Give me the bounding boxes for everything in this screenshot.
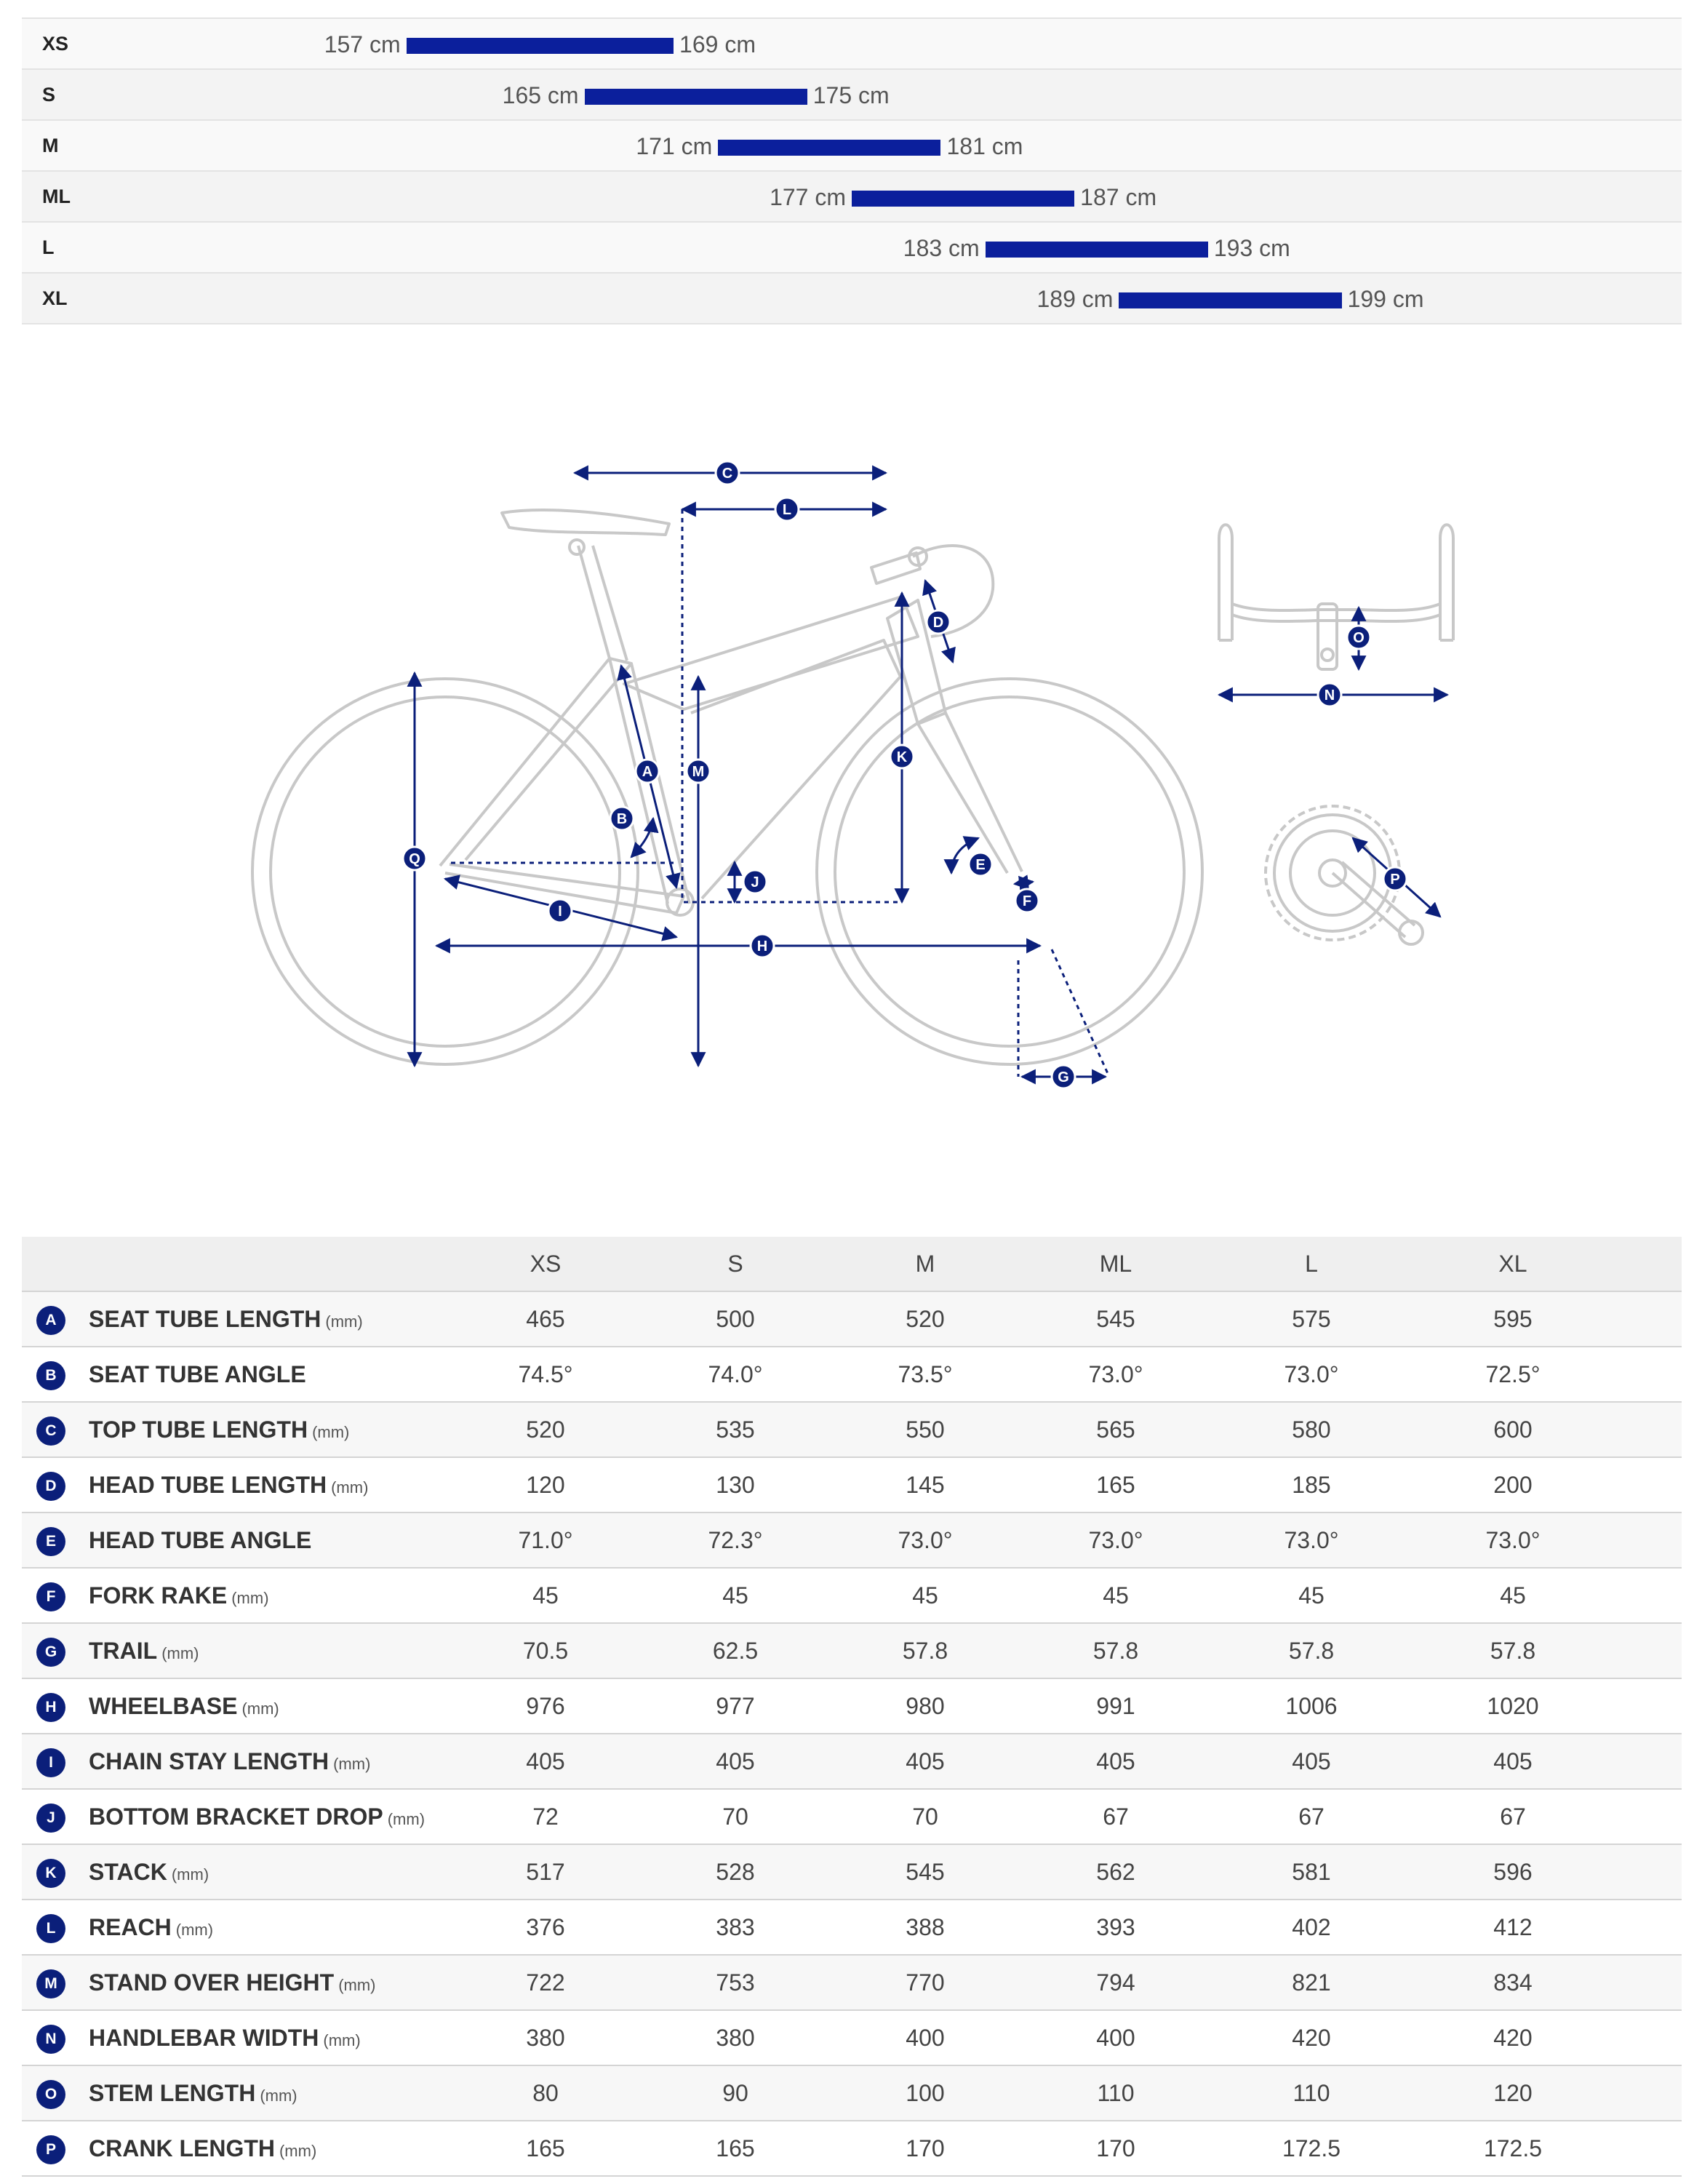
parameter-unit: (mm) (241, 1699, 279, 1718)
table-row (22, 1292, 1682, 1347)
parameter-name (89, 1292, 363, 1349)
table-cell: 185 (1292, 1472, 1331, 1498)
letter-badge: F (36, 1582, 65, 1611)
parameter-label: STAND OVER HEIGHT (89, 1969, 335, 1996)
table-cell: 72.3° (708, 1527, 763, 1553)
table-cell: 380 (716, 2025, 755, 2051)
size-range-bar (407, 38, 674, 54)
dimension-badge-k (890, 745, 914, 768)
dimension-lines (415, 473, 1447, 1077)
dimension-badge-l (775, 498, 799, 521)
size-max-label: 199 cm (1347, 286, 1424, 312)
letter-badge: P (36, 2135, 65, 2164)
table-cell: 165 (526, 2135, 565, 2161)
size-label: S (42, 84, 56, 105)
table-cell: 402 (1292, 1914, 1331, 1940)
parameter-name (89, 1956, 376, 2012)
size-column-header: XS (530, 1251, 562, 1277)
parameter-name (89, 1790, 425, 1846)
size-row (22, 223, 1682, 274)
size-range-bar (718, 140, 940, 156)
letter-badge: E (36, 1527, 65, 1556)
size-row (22, 70, 1682, 121)
table-cell: 73.0° (1088, 1527, 1143, 1553)
parameter-unit: (mm) (338, 1976, 376, 1994)
dimension-badge-label: F (1022, 893, 1032, 909)
size-row (22, 19, 1682, 70)
size-range-bar (852, 191, 1074, 207)
table-cell: 74.5° (518, 1361, 573, 1387)
parameter-label: REACH (89, 1914, 172, 1940)
table-cell: 834 (1493, 1969, 1533, 1996)
table-cell: 400 (1096, 2025, 1135, 2051)
table-cell: 412 (1493, 1914, 1533, 1940)
size-max-label: 187 cm (1080, 184, 1157, 210)
dimension-badge-label: C (722, 466, 733, 482)
parameter-unit: (mm) (175, 1921, 214, 1939)
table-cell: 420 (1493, 2025, 1533, 2051)
table-cell: 45 (1500, 1582, 1526, 1609)
parameter-label: HEAD TUBE ANGLE (89, 1527, 312, 1553)
dimension-badge-label: O (1353, 630, 1365, 646)
parameter-name (89, 1845, 209, 1902)
table-cell: 67 (1103, 1804, 1129, 1830)
parameter-name (89, 1900, 213, 1957)
table-header-row (22, 1237, 1682, 1292)
table-cell: 57.8 (1092, 1638, 1139, 1664)
parameter-label: HANDLEBAR WIDTH (89, 2025, 319, 2051)
table-cell: 73.0° (1284, 1527, 1339, 1553)
table-cell: 376 (526, 1914, 565, 1940)
dimension-badge-a (636, 760, 659, 783)
parameter-unit: (mm) (323, 2031, 361, 2049)
table-cell: 388 (906, 1914, 945, 1940)
letter-badge: I (36, 1748, 65, 1777)
table-row (22, 1845, 1682, 1900)
dimension-badge-label: D (932, 615, 944, 631)
table-cell: 120 (1493, 2080, 1533, 2106)
size-label: L (42, 236, 55, 258)
table-cell: 57.8 (1490, 1638, 1536, 1664)
letter-badge: A (36, 1306, 65, 1335)
table-row (22, 2066, 1682, 2121)
table-row (22, 1403, 1682, 1458)
table-cell: 172.5 (1282, 2135, 1341, 2161)
table-cell: 380 (526, 2025, 565, 2051)
table-cell: 545 (1096, 1306, 1135, 1332)
letter-badge: H (36, 1693, 65, 1722)
table-cell: 110 (1097, 2080, 1135, 2106)
table-cell: 200 (1493, 1472, 1533, 1498)
parameter-name (89, 1403, 349, 1459)
parameter-label: STEM LENGTH (89, 2080, 256, 2106)
dimension-badge-label: H (756, 938, 768, 954)
table-cell: 71.0° (518, 1527, 573, 1553)
dimension-badge-label: J (751, 874, 759, 890)
size-min-label: 189 cm (1036, 286, 1114, 312)
parameter-name (89, 2011, 361, 2068)
letter-badge: D (36, 1472, 65, 1501)
size-max-label: 193 cm (1213, 235, 1290, 261)
dimension-badge-j (743, 870, 767, 893)
table-row (22, 1624, 1682, 1679)
size-column-header: XL (1498, 1251, 1527, 1277)
parameter-name (89, 1569, 269, 1625)
table-cell: 562 (1096, 1859, 1135, 1885)
dimension-badge-label: G (1058, 1069, 1069, 1085)
letter-badge: B (36, 1361, 65, 1390)
table-cell: 405 (906, 1748, 945, 1774)
table-cell: 45 (532, 1582, 559, 1609)
table-cell: 520 (906, 1306, 945, 1332)
table-cell: 145 (906, 1472, 945, 1498)
table-cell: 550 (906, 1416, 945, 1443)
table-cell: 70 (722, 1804, 748, 1830)
dimension-badge-o (1347, 626, 1370, 649)
table-cell: 100 (906, 2080, 945, 2106)
parameter-unit: (mm) (387, 1810, 426, 1828)
bike-geometry-diagram (0, 378, 1702, 1128)
dimension-badge-b (610, 807, 634, 830)
parameter-name (89, 1458, 368, 1515)
table-cell: 565 (1096, 1416, 1135, 1443)
table-cell: 393 (1096, 1914, 1135, 1940)
table-cell: 170 (906, 2135, 945, 2161)
letter-badge: G (36, 1638, 65, 1667)
table-cell: 110 (1293, 2080, 1330, 2106)
letter-badge: C (36, 1416, 65, 1446)
letter-badge: N (36, 2025, 65, 2054)
table-row (22, 1734, 1682, 1790)
table-row (22, 1790, 1682, 1845)
table-cell: 170 (1096, 2135, 1135, 2161)
dimension-badge-label: E (975, 857, 986, 873)
table-cell: 405 (1493, 1748, 1533, 1774)
table-cell: 383 (716, 1914, 755, 1940)
dimension-badge-n (1318, 683, 1341, 706)
parameter-label: TOP TUBE LENGTH (89, 1416, 308, 1443)
parameter-label: BOTTOM BRACKET DROP (89, 1804, 383, 1830)
table-cell: 73.0° (898, 1527, 953, 1553)
table-cell: 73.0° (1284, 1361, 1339, 1387)
table-cell: 130 (716, 1472, 755, 1498)
size-range-bar (585, 89, 807, 105)
size-label: ML (42, 186, 71, 207)
size-row (22, 274, 1682, 324)
table-cell: 977 (716, 1693, 755, 1719)
size-label: XS (42, 33, 69, 55)
table-cell: 80 (532, 2080, 559, 2106)
dimension-badge-p (1383, 867, 1407, 890)
table-cell: 1006 (1285, 1693, 1338, 1719)
parameter-label: FORK RAKE (89, 1582, 228, 1609)
table-row (22, 1900, 1682, 1956)
table-cell: 73.0° (1485, 1527, 1541, 1553)
parameter-unit: (mm) (171, 1865, 209, 1884)
parameter-label: STACK (89, 1859, 167, 1885)
table-cell: 596 (1493, 1859, 1533, 1885)
size-max-label: 181 cm (946, 133, 1023, 159)
parameter-unit: (mm) (260, 2087, 297, 2105)
table-row (22, 1458, 1682, 1513)
table-cell: 57.8 (902, 1638, 948, 1664)
parameter-name (89, 1679, 279, 1736)
dimension-badge-label: A (642, 764, 653, 780)
letter-badge: L (36, 1914, 65, 1943)
table-cell: 90 (722, 2080, 748, 2106)
dimension-badge-label: M (692, 764, 705, 780)
size-max-label: 169 cm (679, 31, 756, 57)
size-label: XL (42, 287, 68, 309)
parameter-name (89, 1734, 370, 1791)
table-cell: 73.0° (1088, 1361, 1143, 1387)
parameter-unit: (mm) (231, 1589, 269, 1607)
parameter-name (89, 2121, 316, 2178)
table-row (22, 1956, 1682, 2011)
table-cell: 1020 (1487, 1693, 1539, 1719)
table-cell: 45 (1298, 1582, 1325, 1609)
table-cell: 535 (716, 1416, 755, 1443)
handlebar-top-view (1219, 525, 1453, 669)
table-cell: 165 (1096, 1472, 1135, 1498)
parameter-unit: (mm) (333, 1755, 371, 1773)
parameter-name (89, 1513, 311, 1567)
table-cell: 405 (716, 1748, 755, 1774)
dimension-badge-label: B (616, 811, 628, 827)
table-cell: 722 (526, 1969, 565, 1996)
table-cell: 70.5 (522, 1638, 569, 1664)
parameter-name (89, 1624, 199, 1681)
letter-badge: J (36, 1804, 65, 1833)
size-min-label: 177 cm (770, 184, 846, 210)
table-cell: 45 (1103, 1582, 1129, 1609)
size-column-header: ML (1099, 1251, 1132, 1277)
size-min-label: 183 cm (903, 235, 980, 261)
table-cell: 45 (722, 1582, 748, 1609)
table-cell: 74.0° (708, 1361, 763, 1387)
table-cell: 976 (526, 1693, 565, 1719)
table-cell: 517 (526, 1859, 565, 1885)
table-cell: 400 (906, 2025, 945, 2051)
dimension-badge-e (969, 853, 992, 876)
dimension-badge-f (1015, 889, 1039, 912)
dimension-badge-label: Q (409, 851, 420, 867)
table-cell: 770 (906, 1969, 945, 1996)
parameter-name (89, 1347, 306, 1401)
table-cell: 420 (1292, 2025, 1331, 2051)
table-row (22, 1569, 1682, 1624)
dimension-badge-g (1052, 1065, 1075, 1088)
size-min-label: 171 cm (636, 133, 713, 159)
parameter-unit: (mm) (325, 1312, 363, 1331)
letter-badge: M (36, 1969, 65, 1998)
table-cell: 62.5 (712, 1638, 759, 1664)
table-cell: 580 (1292, 1416, 1331, 1443)
dimension-badge-q (403, 847, 426, 870)
parameter-label: WHEELBASE (89, 1693, 238, 1719)
table-cell: 72.5° (1485, 1361, 1541, 1387)
table-cell: 405 (526, 1748, 565, 1774)
table-cell: 72 (532, 1804, 559, 1830)
table-cell: 165 (716, 2135, 755, 2161)
table-cell: 57.8 (1288, 1638, 1335, 1664)
parameter-label: HEAD TUBE LENGTH (89, 1472, 327, 1498)
size-max-label: 175 cm (812, 82, 890, 108)
table-cell: 73.5° (898, 1361, 953, 1387)
table-cell: 821 (1292, 1969, 1331, 1996)
table-cell: 991 (1096, 1693, 1135, 1719)
dimension-badge-label: I (558, 904, 562, 920)
front-wheel (817, 679, 1202, 1064)
size-label: M (42, 135, 59, 156)
dimension-badge-label: K (896, 749, 908, 765)
table-cell: 465 (526, 1306, 565, 1332)
size-row (22, 172, 1682, 223)
table-cell: 545 (906, 1859, 945, 1885)
parameter-name (89, 2066, 297, 2123)
size-column-header: M (915, 1251, 935, 1277)
parameter-unit: (mm) (279, 2142, 317, 2160)
dimension-badge-c (716, 461, 739, 485)
parameter-label: SEAT TUBE LENGTH (89, 1306, 321, 1332)
size-column-header: S (727, 1251, 743, 1277)
table-cell: 405 (1292, 1748, 1331, 1774)
dimension-badge-label: L (782, 502, 792, 518)
dimension-badge-label: P (1390, 872, 1400, 888)
dimension-badge-d (927, 610, 950, 634)
letter-badge: K (36, 1859, 65, 1888)
size-range-bar (986, 242, 1208, 258)
size-min-label: 157 cm (324, 31, 401, 57)
table-body (22, 1292, 1682, 2177)
letter-badge: O (36, 2080, 65, 2109)
table-row (22, 2011, 1682, 2066)
size-row (22, 121, 1682, 172)
table-cell: 70 (912, 1804, 938, 1830)
table-cell: 67 (1500, 1804, 1526, 1830)
parameter-unit: (mm) (331, 1478, 369, 1496)
table-cell: 45 (912, 1582, 938, 1609)
table-cell: 794 (1096, 1969, 1135, 1996)
table-cell: 581 (1292, 1859, 1331, 1885)
table-row (22, 1513, 1682, 1569)
table-cell: 753 (716, 1969, 755, 1996)
table-cell: 980 (906, 1693, 945, 1719)
geometry-table (22, 1237, 1682, 2177)
table-cell: 600 (1493, 1416, 1533, 1443)
rider-height-size-chart (22, 17, 1682, 324)
parameter-unit: (mm) (161, 1644, 199, 1662)
table-row (22, 1347, 1682, 1403)
dimension-badge-h (751, 934, 774, 957)
size-range-bar (1119, 292, 1341, 308)
table-cell: 595 (1493, 1306, 1533, 1332)
dimension-badge-i (548, 899, 572, 922)
parameter-label: CRANK LENGTH (89, 2135, 275, 2161)
parameter-label: TRAIL (89, 1638, 158, 1664)
parameter-label: SEAT TUBE ANGLE (89, 1361, 306, 1387)
rear-wheel (252, 679, 638, 1064)
table-cell: 528 (716, 1859, 755, 1885)
table-cell: 67 (1298, 1804, 1325, 1830)
table-cell: 575 (1292, 1306, 1331, 1332)
parameter-label: CHAIN STAY LENGTH (89, 1748, 329, 1774)
table-cell: 120 (526, 1472, 565, 1498)
size-min-label: 165 cm (502, 82, 579, 108)
parameter-unit: (mm) (312, 1423, 350, 1441)
dimension-badge-label: N (1324, 688, 1335, 704)
table-cell: 500 (716, 1306, 755, 1332)
table-row (22, 1679, 1682, 1734)
table-row (22, 2121, 1682, 2177)
table-cell: 172.5 (1483, 2135, 1543, 2161)
dimension-badge-m (687, 760, 710, 783)
table-cell: 520 (526, 1416, 565, 1443)
size-column-header: L (1305, 1251, 1318, 1277)
table-cell: 405 (1096, 1748, 1135, 1774)
